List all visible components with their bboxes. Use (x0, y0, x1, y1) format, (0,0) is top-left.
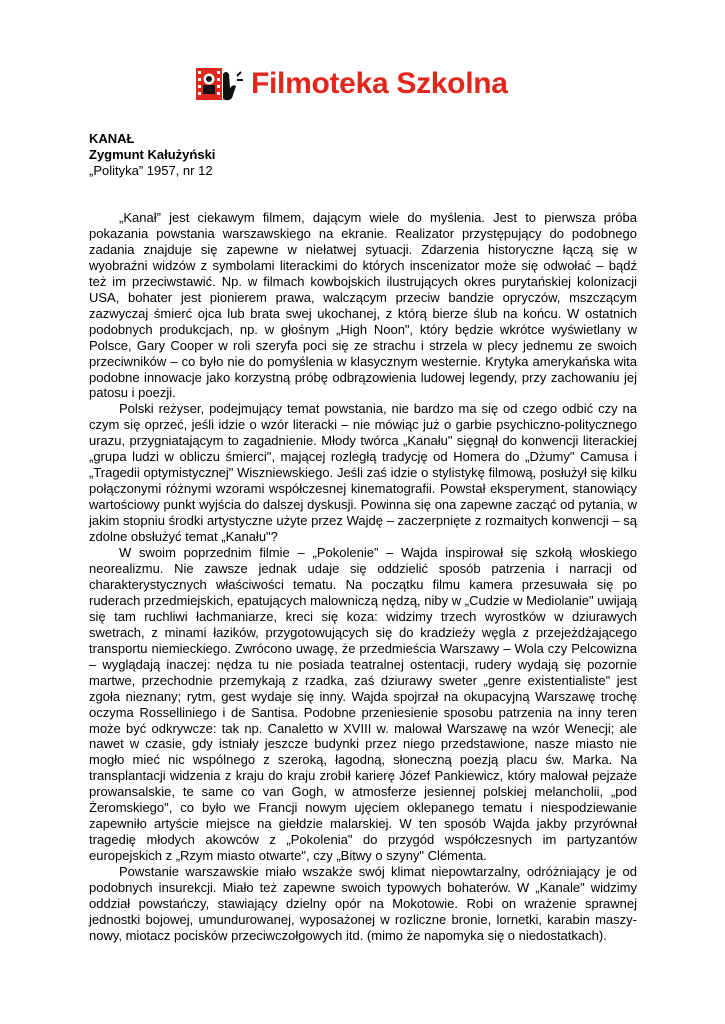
paragraph: W swoim poprzednim filmie – „Pokolenie” – Wajda inspirował się szkołą włoskiego neorealizmu. Nie zawsze jednak udaje się oddzielić sposób patrzenia i narracji od charakterystycznych właściwości tematu. Na początku filmu kamera przesuwała się po ruderach przedmiejskich, epatujących malowniczą nędzą, niby w „Cudzie w Mediolanie" uwijają się tam ruchliwi łachmaniarze, kreci się koza: widzimy trzech wyrostków w dziurawych swetrach, z minami łazików, przygotowujących się do kradzieży węgla z przejeżdżającego transportu niemieckiego. Zwrócono uwagę, że przedmieścia Warszawy – Wola czy Pelcowizna – wyglądają inaczej: nędza tu nie posiada teatralnej ostentacji, rudery wydają się pozornie martwe, przechodnie przemykają z rzadka, zaś dziurawy sweter „genre existentialiste" jest zgoła nieznany; rytm, gest wydaje się inny. Wajda spojrzał na okupacyjną Warszawę trochę oczyma Rosselliniego i de Santisa. Podobne przeniesienie sposobu patrzenia na inny teren może być odkrywcze: tak np. Canaletto w XVIII w. malował Warszawę na wzór Wenecji; ale nawet w czasie, gdy istniały jeszcze budynki przez niego przedstawione, nasze miasto nie mogło mieć nic wspólnego z szeroką, łagodną, słoneczną poezją placu św. Marka. Na transplantacji widzenia z kraju do kraju zrobił karierę Józef Pankiewicz, który malował pejzaże prowansalskie, te same co van Gogh, w atmosferze jesiennej polskiej melancholii, „pod Żeromskiego", co było we Francji nowym ujęciem oklepanego tematu i niespodziewanie zapewniło artyście miejsce na giełdzie malarskiej. W ten sposób Wajda jakby przyrównał tragedię młodych akowców z „Pokolenia" do przygód współczesnych im partyzantów europejskich z „Rzym miasto otwarte", czy „Bitwy o szyny" Clémenta. (89, 545, 637, 864)
film-camera-hand-icon (193, 64, 249, 104)
article-source: „Polityka” 1957, nr 12 (89, 163, 213, 178)
paragraph: Polski reżyser, podejmujący temat powstania, nie bardzo ma się od czego odbić czy na czym się oprzeć, jeśli idzie o wzór literacki – nie mówiąc już o garbie psychiczno-politycznego urazu, przygniatającym to zagadnienie. Młody twórca „Kanału" sięgnął do konwencji literackiej „grupa ludzi w obliczu śmierci", mającej rozległą tradycję od Homera do „Dżumy" Camusa i „Tragedii optymistycznej" Wiszniewskiego. Jeśli zaś idzie o stylistykę filmową, posłużył się kilku połączonymi różnymi wzorami współczesnej kinematografii. Powstał eksperyment, stanowiący wartościowy punkt wyjścia do dalszej dyskusji. Powinna się ona zapewne zacząć od pytania, w jakim stopniu środki artystyczne użyte przez Wajdę – zaczerpnięte z rozmaitych konwencji – są zdolne obsłużyć temat „Kanału"? (89, 401, 637, 545)
article-author: Zygmunt Kałużyński (89, 147, 216, 162)
article-body (89, 210, 637, 944)
paragraph: „Kanał” jest ciekawym filmem, dającym wiele do myślenia. Jest to pierwsza próba pokazania powstania warszawskiego na ekranie. Realizator przystępujący do podobnego zadania znajduje się zapewne w niełatwej sytuacji. Zdarzenia historyczne łączą się w wyobraźni widzów z symbolami literackimi do których inscenizator może się odwołać – bądź też im przeciwstawić. Np. w filmach kowbojskich ilustrujących okres purytańskiej kolonizacji USA, bohater jest pionierem prawa, walczącym przeciw bandzie opryczów, mszczącym zazwyczaj śmierć ojca lub brata swej ukochanej, z którą bierze ślub na końcu. W ostatnich podobnych produkcjach, np. w głośnym „High Noon", który będzie wkrótce wyświetlany w Polsce, Gary Cooper w roli szeryfa poci się ze strachu i strzela w plecy jednemu ze swoich przeciwników – co było nie do pomyślenia w klasycznym westernie. Krytyka amerykańska wita podobne innowacje jako korzystną próbę odbrązowienia ludowej legendy, przy zachowaniu jej patosu i poezji. (89, 210, 637, 401)
article-meta (89, 131, 215, 179)
page-header (193, 62, 533, 106)
brand-name: Filmoteka Szkolna (251, 67, 508, 100)
paragraph: Powstanie warszawskie miało wszakże swój klimat niepowtarzalny, odróżniający je od podobnych insurekcji. Miało też zapewne swoich typowych bohaterów. W „Kanale" widzimy oddział powstańczy, stawiający dzielny opór na Mokotowie. Robi on wrażenie sprawnej jednostki bojowej, umundurowanej, wyposażonej w rozliczne bronie, lornetki, karabin maszy-nowy, miotacz pocisków przeciwczołgowych itd. (mimo że napomyka się o niedostatkach). (89, 864, 637, 943)
article-title: KANAŁ (89, 131, 135, 146)
